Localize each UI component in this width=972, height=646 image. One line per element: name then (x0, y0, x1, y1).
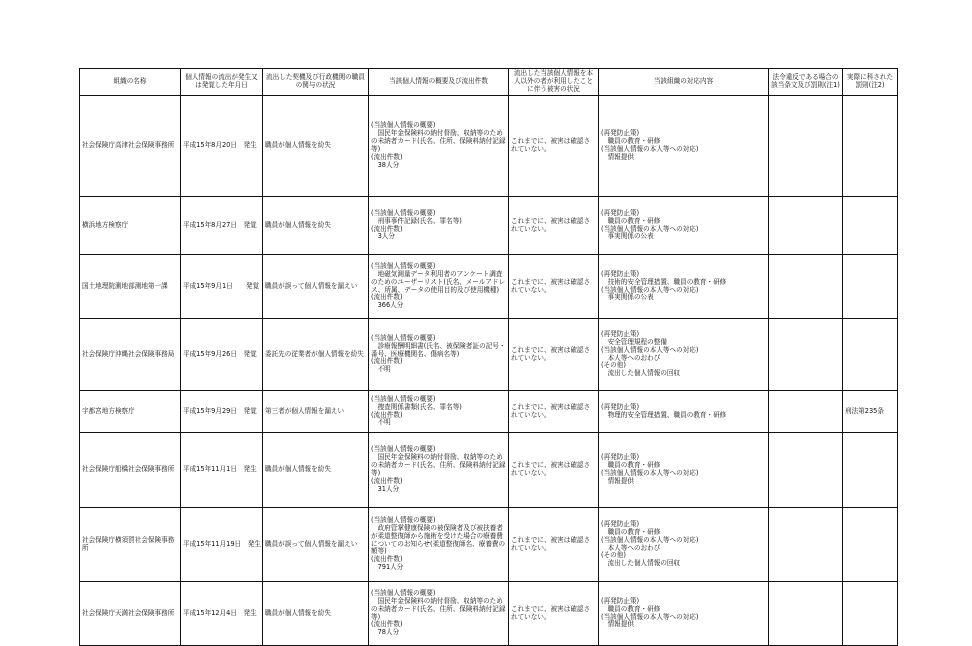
table-row (80, 391, 898, 433)
cell-date: 平成15年9月29日 発覚 (181, 391, 263, 433)
cell-cause: 職員が個人情報を紛失 (263, 197, 369, 255)
cell-cause: 職員が個人情報を紛失 (263, 582, 369, 646)
header-cell-law: 法令違反である場合の該当条文及び罰則(注1) (769, 69, 843, 96)
cell-cause: 職員が個人情報を紛失 (263, 96, 369, 197)
header-cell-summary: 当該個人情報の概要及び流出件数 (369, 69, 509, 96)
cell-cause: 職員が誤って個人情報を漏えい (263, 508, 369, 582)
cell-law (769, 197, 843, 255)
cell-org: 社会保険庁天満社会保険事務所 (80, 582, 181, 646)
cell-response: (再発防止策) 職員の教育・研修 (当該個人情報の本人等への対応) 事実関係の公表 (599, 197, 769, 255)
cell-date: 平成15年11月19日 発生 (181, 508, 263, 582)
cell-law (769, 391, 843, 433)
cell-summary: (当該個人情報の概要) 刑事事件記録(氏名、罪名等) (流出件数) 3人分 (369, 197, 509, 255)
cell-law (769, 319, 843, 391)
cell-damage: これまでに、被害は確認されていない。 (509, 319, 599, 391)
cell-response: (再発防止策) 物理的安全管理措置、職員の教育・研修 (599, 391, 769, 433)
cell-summary: (当該個人情報の概要) 政府管掌健康保険の被保険者及び被扶養者が柔道整復師から施術を受けた場合の療養費についてのお知らせ(柔道整復師名、療養費の額等) (流出件数) 791人分 (369, 508, 509, 582)
cell-summary: (当該個人情報の概要) 地磁気測量データ利用者のアンケート調査のためのユーザーリスト(氏名、メールアドレス、所属、データの使用目的及び使用機種) (流出件数) 366人分 (369, 255, 509, 319)
header-cell-damage: 流出した当該個人情報を本人以外の者が利用したことに伴う被害の状況 (509, 69, 599, 96)
cell-cause: 職員が個人情報を紛失 (263, 433, 369, 508)
cell-cause: 職員が誤って個人情報を漏えい (263, 255, 369, 319)
cell-penalty (843, 197, 898, 255)
cell-summary: (当該個人情報の概要) 国民年金保険料の納付督励、収納等のための未納者カード(氏名、住所、保険料納付記録等) (流出件数) 31人分 (369, 433, 509, 508)
cell-law (769, 433, 843, 508)
cell-cause: 委託先の従業者が個人情報を紛失 (263, 319, 369, 391)
cell-date: 平成15年8月20日 発生 (181, 96, 263, 197)
table-row (80, 433, 898, 508)
cell-damage: これまでに、被害は確認されていない。 (509, 197, 599, 255)
cell-penalty (843, 96, 898, 197)
cell-org: 国土地理院測地部測地第一課 (80, 255, 181, 319)
cell-summary: (当該個人情報の概要) 捜査関係書類(氏名、罪名等) (流出件数) 不明 (369, 391, 509, 433)
cell-damage: これまでに、被害は確認されていない。 (509, 96, 599, 197)
cell-law (769, 508, 843, 582)
header-cell-org: 組織の名称 (80, 69, 181, 96)
cell-penalty (843, 508, 898, 582)
cell-org: 社会保険庁船橋社会保険事務所 (80, 433, 181, 508)
table-row (80, 508, 898, 582)
cell-penalty (843, 319, 898, 391)
cell-response: (再発防止策) 技術的安全管理措置、職員の教育・研修 (当該個人情報の本人等への対応) 事実関係の公表 (599, 255, 769, 319)
table-row (80, 319, 898, 391)
cell-org: 社会保険庁高津社会保険事務所 (80, 96, 181, 197)
table-row (80, 582, 898, 646)
cell-date: 平成15年12月4日 発生 (181, 582, 263, 646)
cell-date: 平成15年9月26日 発覚 (181, 319, 263, 391)
header-cell-penalty: 実際に科された罰則(注2) (843, 69, 898, 96)
cell-org: 社会保険庁横須賀社会保険事務所 (80, 508, 181, 582)
cell-penalty: 刑法第235条 (843, 391, 898, 433)
cell-damage: これまでに、被害は確認されていない。 (509, 582, 599, 646)
header-row (80, 69, 898, 96)
cell-date: 平成15年8月27日 発覚 (181, 197, 263, 255)
cell-date: 平成15年9月1日 発覚 (181, 255, 263, 319)
cell-damage: これまでに、被害は確認されていない。 (509, 433, 599, 508)
cell-org: 横浜地方検察庁 (80, 197, 181, 255)
header-cell-response: 当該組織の対応内容 (599, 69, 769, 96)
cell-date: 平成15年11月1日 発生 (181, 433, 263, 508)
cell-summary: (当該個人情報の概要) 診療報酬明細書(氏名、被保険者証の記号・番号、医療機関名、傷病名等) (流出件数) 不明 (369, 319, 509, 391)
cell-penalty (843, 255, 898, 319)
cell-law (769, 582, 843, 646)
cell-damage: これまでに、被害は確認されていない。 (509, 508, 599, 582)
cell-org: 社会保険庁沖縄社会保険事務局 (80, 319, 181, 391)
cell-damage: これまでに、被害は確認されていない。 (509, 391, 599, 433)
cell-damage: これまでに、被害は確認されていない。 (509, 255, 599, 319)
cell-cause: 第三者が個人情報を漏えい (263, 391, 369, 433)
cell-org: 宇都宮地方検察庁 (80, 391, 181, 433)
cell-response: (再発防止策) 職員の教育・研修 (当該個人情報の本人等への対応) 本人等へのおわび (その他) 流出した個人情報の回収 (599, 508, 769, 582)
cell-response: (再発防止策) 職員の教育・研修 (当該個人情報の本人等への対応) 情報提供 (599, 582, 769, 646)
cell-penalty (843, 582, 898, 646)
cell-response: (再発防止策) 安全管理規程の整備 (当該個人情報の本人等への対応) 本人等へのおわび (その他) 流出した個人情報の回収 (599, 319, 769, 391)
cell-law (769, 255, 843, 319)
cell-penalty (843, 433, 898, 508)
incident-table (79, 68, 898, 646)
header-cell-cause: 流出した契機及び行政機関の職員の関与の状況 (263, 69, 369, 96)
header-cell-date: 個人情報の流出が発生又は発覚した年月日 (181, 69, 263, 96)
cell-response: (再発防止策) 職員の教育・研修 (当該個人情報の本人等への対応) 情報提供 (599, 433, 769, 508)
cell-summary: (当該個人情報の概要) 国民年金保険料の納付督励、収納等のための未納者カード(氏名、住所、保険料納付記録等) (流出件数) 78人分 (369, 582, 509, 646)
table-row (80, 96, 898, 197)
cell-response: (再発防止策) 職員の教育・研修 (当該個人情報の本人等への対応) 情報提供 (599, 96, 769, 197)
table-row (80, 197, 898, 255)
cell-law (769, 96, 843, 197)
table-row (80, 255, 898, 319)
cell-summary: (当該個人情報の概要) 国民年金保険料の納付督励、収納等のための未納者カード(氏名、住所、保険料納付記録等) (流出件数) 38人分 (369, 96, 509, 197)
